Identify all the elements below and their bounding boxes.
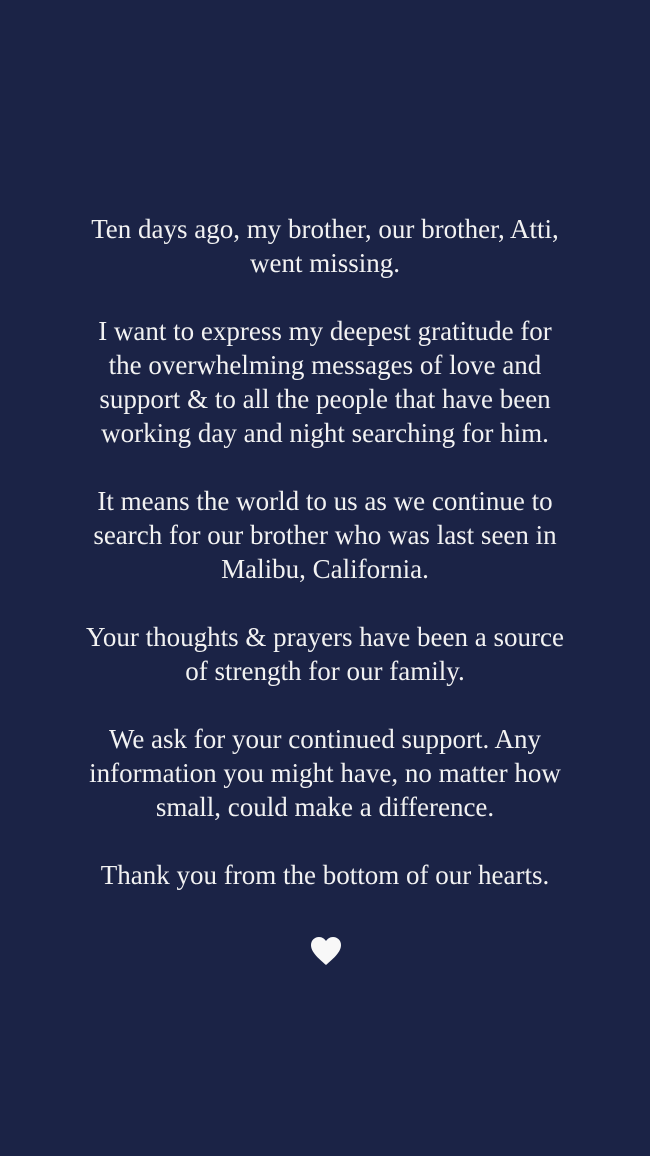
paragraph-request-support: We ask for your continued support. Any information you might have, no matter how small, could make a difference. xyxy=(89,724,561,822)
statement-text xyxy=(0,212,650,926)
paragraph-prayers: Your thoughts & prayers have been a source of strength for our family. xyxy=(86,622,564,686)
paragraph-missing-announcement: Ten days ago, my brother, our brother, Atti, went missing. xyxy=(91,214,559,278)
paragraph-gratitude: I want to express my deepest gratitude for the overwhelming messages of love and support & to all the people that have been working day and night searching for him. xyxy=(98,316,552,448)
white-heart-icon xyxy=(308,935,344,967)
paragraph-thank-you: Thank you from the bottom of our hearts. xyxy=(100,860,550,890)
paragraph-search-update: It means the world to us as we continue to search for our brother who was last seen in Malibu, California. xyxy=(93,486,557,584)
